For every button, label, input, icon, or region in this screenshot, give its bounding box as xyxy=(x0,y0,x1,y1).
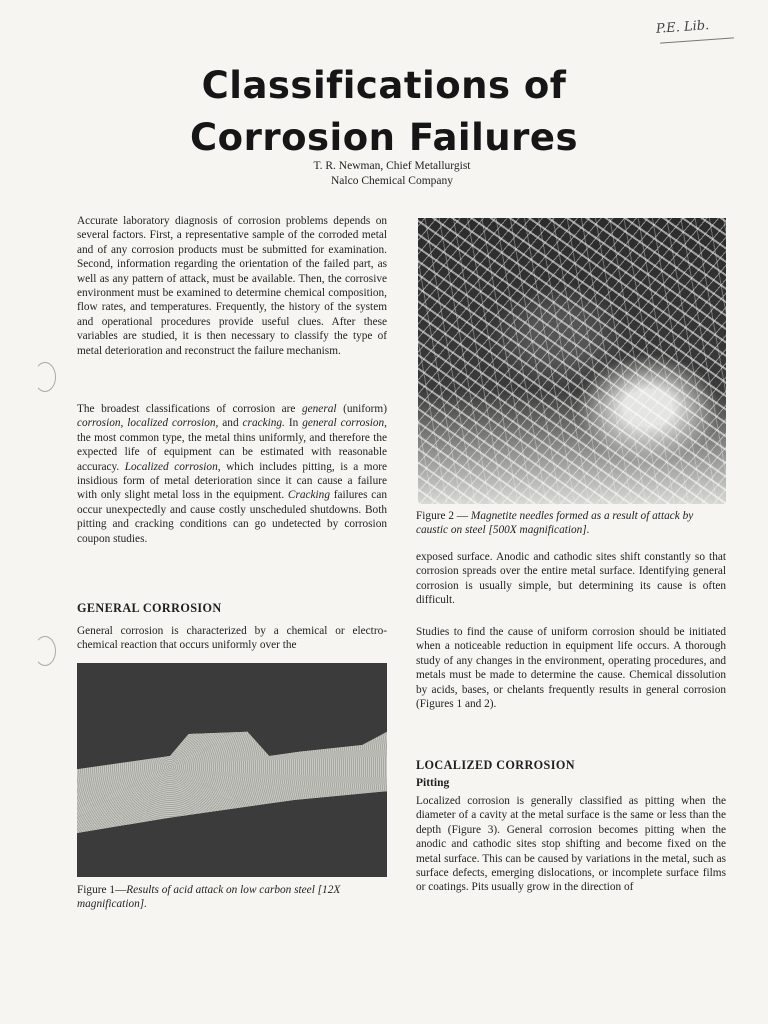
term-general: general xyxy=(302,403,337,415)
uniform-corrosion-study-paragraph: Studies to find the cause of uniform corrosion should be initiated when a noticeable reduction in equipment life occurs. A thorough study of any changes in the environment, operating procedures, and metals must be made to determine the cause. Chemical dissolution by acids, bases, or chelants frequently results in general corrosion (Figures 1 and 2). xyxy=(416,626,726,711)
pitting-subheading: Pitting xyxy=(416,777,450,789)
term-localized-corrosion: Localized corrosion, xyxy=(124,460,221,473)
text-run: The broadest classifications of corrosion are xyxy=(77,403,302,415)
text-run: failures can occur unexpectedly and cause costly unscheduled shutdowns. Both pitting and cracking conditions can go undetected by corrosion coupon studies. xyxy=(77,489,387,545)
company-byline: Nalco Chemical Company xyxy=(331,175,453,187)
title-line-1: Classifications of xyxy=(201,64,567,107)
classifications-paragraph xyxy=(77,402,387,546)
term-general-corrosion: general corrosion xyxy=(302,417,385,430)
figure-2-caption xyxy=(416,509,727,538)
term-cracking-2: Cracking xyxy=(287,489,330,502)
text-run: In xyxy=(284,417,303,430)
author-byline: T. R. Newman, Chief Metallurgist xyxy=(313,160,471,172)
figure-1-caption xyxy=(77,883,389,912)
text-run: which includes pitting, is a more insidious form of metal deterioration since it can cause a failure with only slight metal loss in the equipment. xyxy=(77,460,387,502)
text-run: and xyxy=(218,417,243,430)
exposed-surface-paragraph: exposed surface. Anodic and cathodic sites shift constantly so that corrosion spreads over the entire metal surface. Identifying general corrosion is usually simple, but determining its cause is often difficult. xyxy=(416,551,726,607)
intro-paragraph: Accurate laboratory diagnosis of corrosion problems depends on several factors. First, a representative sample of the corroded metal and of any corrosion products must be submitted for examination. Second, information regarding the orientation of the failed part, as well as any pattern of attack, must be available. Then, the corrosive environment must be examined to determine chemical composition, flow rates, and temperatures. Frequently, the history of the system and operational procedures provide useful clues. After these variables are studied, it is then necessary to classify the type of metal deterioration and reconstruct the failure mechanism. xyxy=(77,215,387,357)
figure-1-caption-text: Results of acid attack on low carbon steel [12X magnification]. xyxy=(77,884,341,911)
hole-punch-top xyxy=(34,362,56,392)
figure-1-label: Figure 1 xyxy=(77,884,115,896)
handwritten-note: P.E. Lib. xyxy=(655,18,710,37)
figure-2-caption-text: Magnetite needles formed as a result of attack by caustic on steel [500X magnification]. xyxy=(416,510,694,537)
general-corrosion-paragraph: General corrosion is characterized by a chemical or electro-chemical reaction that occurs uniformly over the xyxy=(77,625,387,652)
figure-1-dash: — xyxy=(114,884,127,896)
pitting-paragraph: Localized corrosion is generally classified as pitting when the diameter of a cavity at the metal surface is the same or less than the depth (Figure 3). General corrosion becomes pitting when the anodic and cathodic sites stop shifting and become fixed on the metal surface. This can be caused by variations in the metal, such as surface defects, emerging dislocations, or incomplete surface films or coatings. Pits usually grow in the direction of xyxy=(416,795,726,894)
term-cracking: cracking. xyxy=(242,417,285,430)
handwritten-underline xyxy=(660,37,734,43)
general-corrosion-heading: GENERAL CORROSION xyxy=(77,601,222,615)
localized-corrosion-heading: LOCALIZED CORROSION xyxy=(416,758,575,772)
hole-punch-bottom xyxy=(34,636,56,666)
figure-1-image xyxy=(77,663,387,877)
figure-2-label: Figure 2 — xyxy=(416,510,469,522)
figure-2-image xyxy=(418,218,726,504)
title-line-2: Corrosion Failures xyxy=(190,116,578,159)
text-run: , the most common type, the metal thins uniformly, and therefore the expected life of equipment can be estimated with reasonable accuracy. xyxy=(77,417,387,473)
term-corrosion-localized: corrosion, localized corrosion, xyxy=(77,417,219,430)
figure-1-metal-plate xyxy=(77,723,387,833)
text-run: (uniform) xyxy=(336,403,387,415)
